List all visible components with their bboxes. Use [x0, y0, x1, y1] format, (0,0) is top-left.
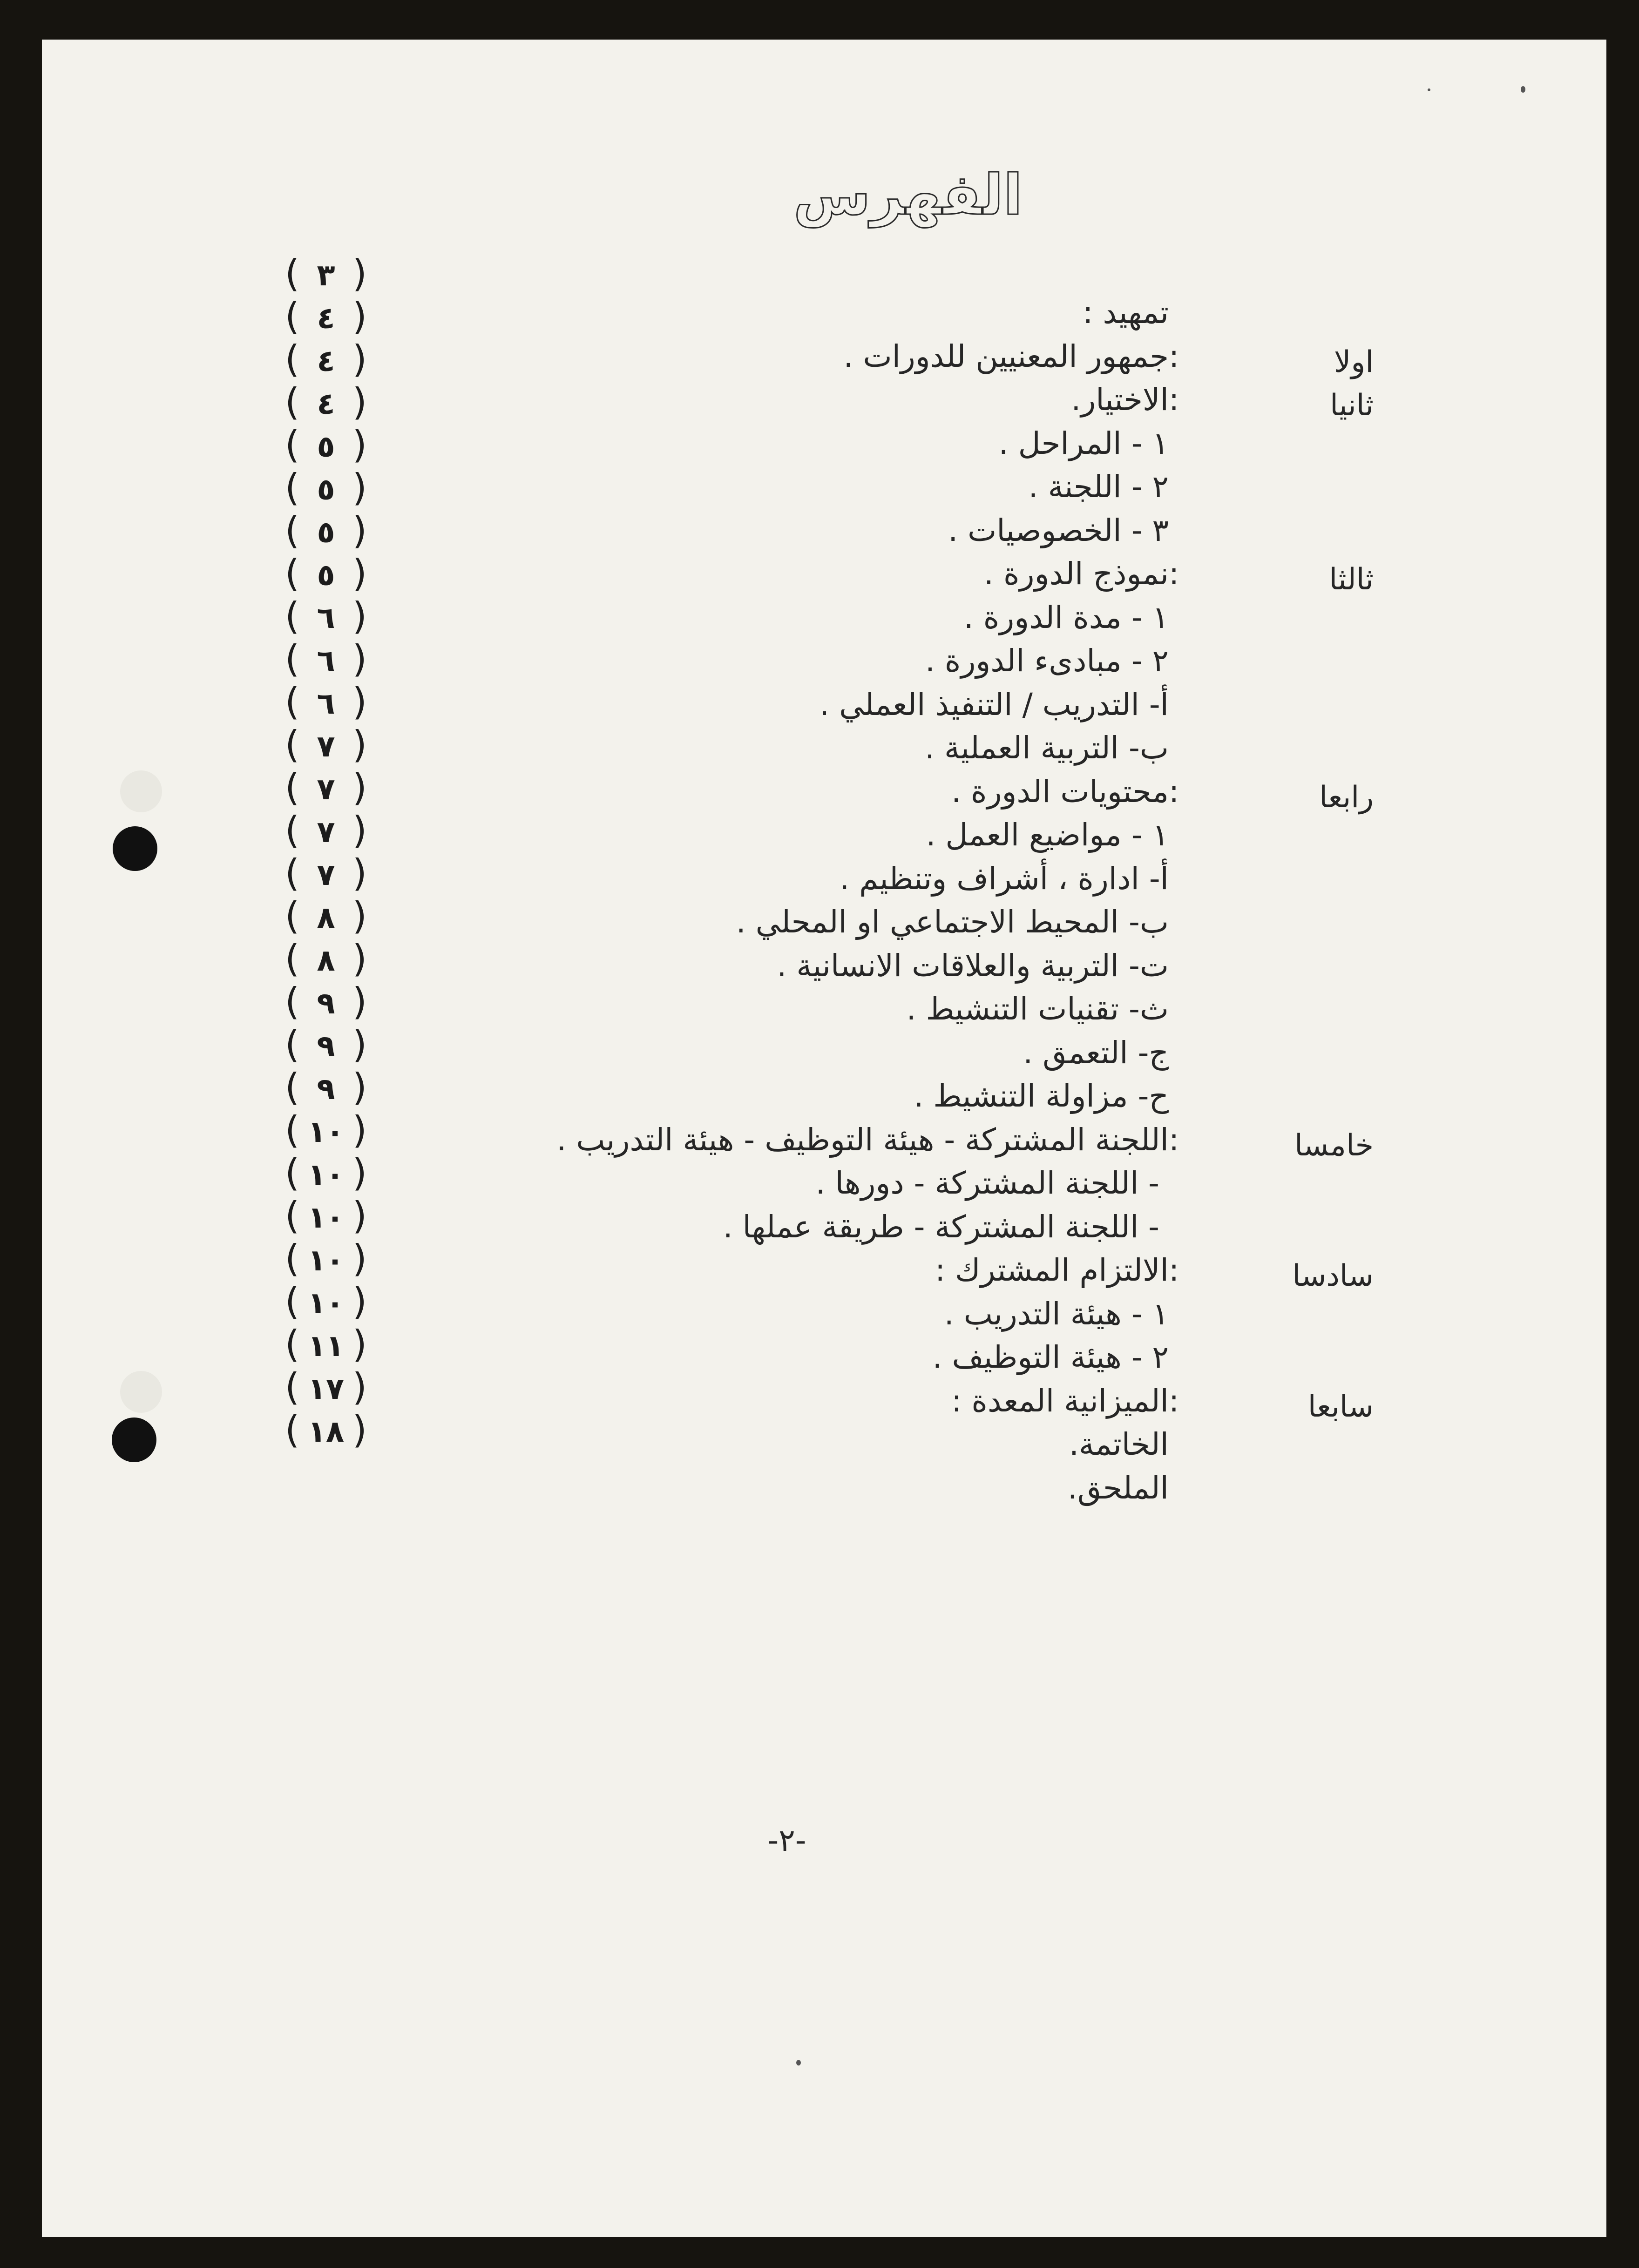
- toc-page-number: ( ٦ ): [256, 640, 396, 682]
- toc-section-label: ثالثا: [1329, 562, 1374, 597]
- toc-entry-title: جمهور المعنيين للدورات .: [843, 338, 1169, 374]
- toc-entry-title: نموذج الدورة .: [984, 556, 1169, 592]
- toc-page-number: ( ١٠ ): [256, 1282, 396, 1324]
- toc-page-number: ( ٧ ): [256, 769, 396, 810]
- toc-colon: :: [1169, 1383, 1179, 1419]
- toc-entry-title: ب- التربية العملية .: [925, 730, 1169, 766]
- page-folio-number: -٢-: [767, 1822, 806, 1858]
- toc-entry-title: ج- التعمق .: [1023, 1034, 1169, 1071]
- toc-colon: :: [1169, 556, 1179, 592]
- toc-entry-title: ث- تقنيات التنشيط .: [906, 991, 1169, 1027]
- toc-entry: [42, 1466, 1606, 1510]
- toc-page-number: ( ٤ ): [256, 340, 396, 382]
- toc-page-number: ( ٨ ): [256, 940, 396, 982]
- toc-entry-title: ٢ - مبادىء الدورة .: [925, 643, 1169, 679]
- toc-page-number: ( ٧ ): [256, 811, 396, 853]
- toc-entry-title: ب- المحيط الاجتماعي او المحلي .: [736, 904, 1169, 940]
- toc-entry-title: ح- مزاولة التنشيط .: [914, 1078, 1169, 1114]
- toc-page-number: ( ٨ ): [256, 897, 396, 939]
- toc-entry-title: الملحق.: [1067, 1470, 1169, 1506]
- toc-colon: :: [1169, 338, 1179, 374]
- punch-hole-mark: [120, 1371, 162, 1413]
- toc-page-number: ( ٤ ): [256, 383, 396, 425]
- toc-page-number: ( ١١ ): [256, 1325, 396, 1367]
- toc-entry-title: ١ - هيئة التدريب .: [944, 1296, 1169, 1332]
- toc-entry-title: محتويات الدورة .: [951, 773, 1169, 810]
- toc-entry-title: الميزانية المعدة :: [951, 1383, 1169, 1419]
- punch-hole: [112, 1418, 156, 1462]
- toc-section-label: سابعا: [1307, 1389, 1374, 1424]
- toc-page-number: ( ٦ ): [256, 683, 396, 725]
- toc-entry-title: ٢ - اللجنة .: [1028, 469, 1169, 505]
- toc-page-number: ( ١٠ ): [256, 1197, 396, 1239]
- paper-speck: [1428, 88, 1430, 91]
- toc-page-number: ( ٧ ): [256, 854, 396, 896]
- toc-page-number: ( ٧ ): [256, 726, 396, 768]
- toc-section-label: خامسا: [1294, 1128, 1374, 1163]
- toc-entry-title: الخاتمة.: [1069, 1426, 1169, 1462]
- toc-entry-title: ٣ - الخصوصيات .: [948, 512, 1169, 548]
- toc-section-label: ثانيا: [1330, 388, 1374, 423]
- document-page: [42, 40, 1606, 2237]
- toc-page-number: ( ٩ ): [256, 1026, 396, 1067]
- punch-hole-mark: [120, 770, 162, 812]
- toc-colon: :: [1169, 1121, 1179, 1158]
- toc-page-number: ( ١٠ ): [256, 1240, 396, 1282]
- paper-speck: [796, 2060, 801, 2066]
- toc-entry-title: ١ - المراحل .: [998, 425, 1169, 461]
- toc-page-number: ( ٣ ): [256, 255, 396, 297]
- toc-section-label: اولا: [1334, 344, 1374, 379]
- toc-entry-title: تمهيد :: [1083, 295, 1169, 331]
- toc-page-number: ( ١٠ ): [256, 1111, 396, 1153]
- punch-hole: [113, 826, 157, 871]
- toc-colon: :: [1169, 382, 1179, 418]
- toc-page-number: ( ٩ ): [256, 1068, 396, 1110]
- toc-page-number: ( ٥ ): [256, 469, 396, 511]
- toc-entry-title: ت- التربية والعلاقات الانسانية .: [777, 947, 1169, 984]
- toc-entry-title: اللجنة المشتركة - هيئة التوظيف - هيئة التدريب .: [556, 1121, 1169, 1158]
- toc-page-number: ( ٤ ): [256, 297, 396, 339]
- toc-entry-title: ١ - مدة الدورة .: [963, 599, 1169, 635]
- toc-entry-title: أ- التدريب / التنفيذ العملي .: [820, 686, 1169, 722]
- toc-page-number: ( ١٨ ): [256, 1411, 396, 1453]
- toc-section-label: سادسا: [1292, 1259, 1374, 1293]
- toc-colon: :: [1169, 1252, 1179, 1288]
- toc-entry-title: ١ - مواضيع العمل .: [926, 817, 1169, 853]
- toc-entry-title: الالتزام المشترك :: [935, 1252, 1169, 1288]
- toc-entry-title: أ- ادارة ، أشراف وتنظيم .: [840, 860, 1169, 897]
- toc-entry-title: الاختيار.: [1071, 382, 1169, 418]
- paper-speck: [1521, 86, 1525, 93]
- toc-section-label: رابعا: [1319, 780, 1374, 815]
- toc-page-number: ( ١٧ ): [256, 1368, 396, 1410]
- toc-page-number: ( ٩ ): [256, 983, 396, 1025]
- toc-entry-title: ٢ - هيئة التوظيف .: [932, 1339, 1169, 1375]
- toc-page-number: ( ٥ ): [256, 512, 396, 554]
- toc-page-number: ( ١٠ ): [256, 1154, 396, 1196]
- toc-entry-title: - اللجنة المشتركة - طريقة عملها .: [723, 1208, 1159, 1245]
- toc-colon: :: [1169, 773, 1179, 810]
- page-title: الفهرس: [793, 163, 1023, 228]
- toc-page-number: ( ٦ ): [256, 597, 396, 639]
- toc-page-number: ( ٥ ): [256, 554, 396, 596]
- toc-page-number: ( ٥ ): [256, 426, 396, 468]
- toc-entry-title: - اللجنة المشتركة - دورها .: [815, 1165, 1159, 1201]
